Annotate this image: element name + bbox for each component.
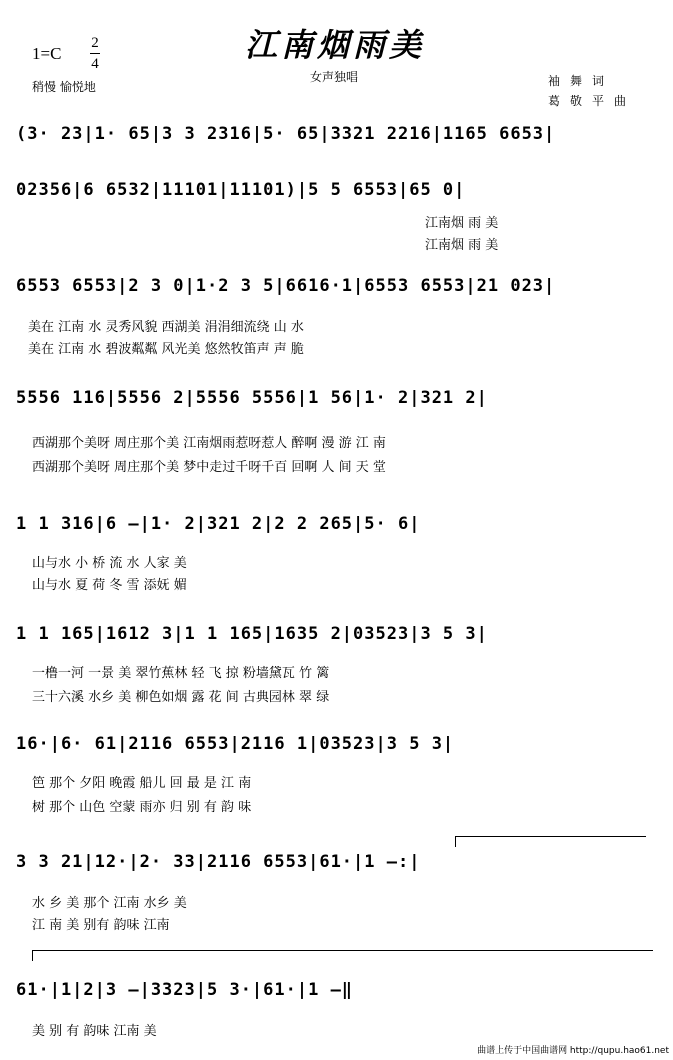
lyric-row-3-verse-2: 美在 江南 水 碧波粼粼 风光美 悠然牧笛声 声 脆 [28, 342, 304, 357]
lyric-row-3-verse-1: 美在 江南 水 灵秀风貌 西湖美 涓涓细流绕 山 水 [28, 320, 304, 335]
staff-row-8: 3 3 21|12·|2· 33|2116 6553|61·|1 —:| [16, 852, 421, 872]
lyric-row-4-verse-2: 西湖那个美呀 周庄那个美 梦中走过千呀千百 回啊 人 间 天 堂 [32, 460, 386, 475]
time-signature-bottom: 4 [91, 56, 99, 72]
time-signature [90, 34, 100, 73]
composer-credit: 葛敬平曲 [548, 94, 637, 108]
lyric-row-2-verse-2: 江南烟 雨 美 [425, 238, 499, 253]
lyric-row-9: 美 别 有 韵味 江南 美 [32, 1024, 157, 1039]
lyric-row-8-verse-2: 江 南 美 别有 韵味 江南 [32, 918, 170, 933]
site-watermark: 曲谱上传于中国曲谱网 http://qupu.hao61.net [477, 1046, 669, 1056]
tempo-marking: 稍慢 愉悦地 [32, 80, 96, 94]
staff-row-7: 16·|6· 61|2116 6553|2116 1|03523|3 5 3| [16, 734, 455, 754]
song-title: 江南烟雨美 [245, 26, 426, 64]
staff-row-4: 5556 116|5556 2|5556 5556|1 56|1· 2|321 2| [16, 388, 488, 408]
key-signature: 1=C [32, 44, 62, 63]
lyric-row-7-verse-1: 笆 那个 夕阳 晚霞 船儿 回 最 是 江 南 [32, 776, 252, 791]
time-signature-top: 2 [91, 35, 99, 51]
first-ending-bracket [455, 836, 646, 847]
lyric-row-5-verse-1: 山与水 小 桥 流 水 人家 美 [32, 556, 187, 571]
time-signature-bar [90, 53, 100, 54]
lyric-row-2-verse-1: 江南烟 雨 美 [425, 216, 499, 231]
performer-note: 女声独唱 [310, 70, 359, 84]
staff-row-1: (3· 23|1· 65|3 3 2316|5· 65|3321 2216|1165 6653| [16, 124, 556, 144]
lyricist-credit: 袖舞词 [548, 74, 615, 88]
lyric-row-6-verse-1: 一橹一河 一景 美 翠竹蕉林 轻 飞 掠 粉墙黛瓦 竹 篱 [32, 666, 330, 681]
lyric-row-5-verse-2: 山与水 夏 荷 冬 雪 添妩 媚 [32, 578, 187, 593]
lyric-row-7-verse-2: 树 那个 山色 空蒙 雨亦 归 别 有 韵 味 [32, 800, 252, 815]
staff-row-2: 02356|6 6532|11101|11101)|5 5 6553|65 0| [16, 180, 466, 200]
second-ending-bracket [32, 950, 653, 961]
lyric-row-4-verse-1: 西湖那个美呀 周庄那个美 江南烟雨惹呀惹人 醉啊 漫 游 江 南 [32, 436, 386, 451]
staff-row-3: 6553 6553|2 3 0|1·2 3 5|6616·1|6553 6553|21 023| [16, 276, 556, 296]
staff-row-5: 1 1 316|6 —|1· 2|321 2|2 2 265|5· 6| [16, 514, 421, 534]
staff-row-9: 61·|1|2|3 —|3323|5 3·|61·|1 —‖ [16, 980, 354, 1000]
lyric-row-8-verse-1: 水 乡 美 那个 江南 水乡 美 [32, 896, 187, 911]
lyric-row-6-verse-2: 三十六溪 水乡 美 柳色如烟 露 花 间 古典园林 翠 绿 [32, 690, 330, 705]
staff-row-6: 1 1 165|1612 3|1 1 165|1635 2|03523|3 5 3| [16, 624, 488, 644]
